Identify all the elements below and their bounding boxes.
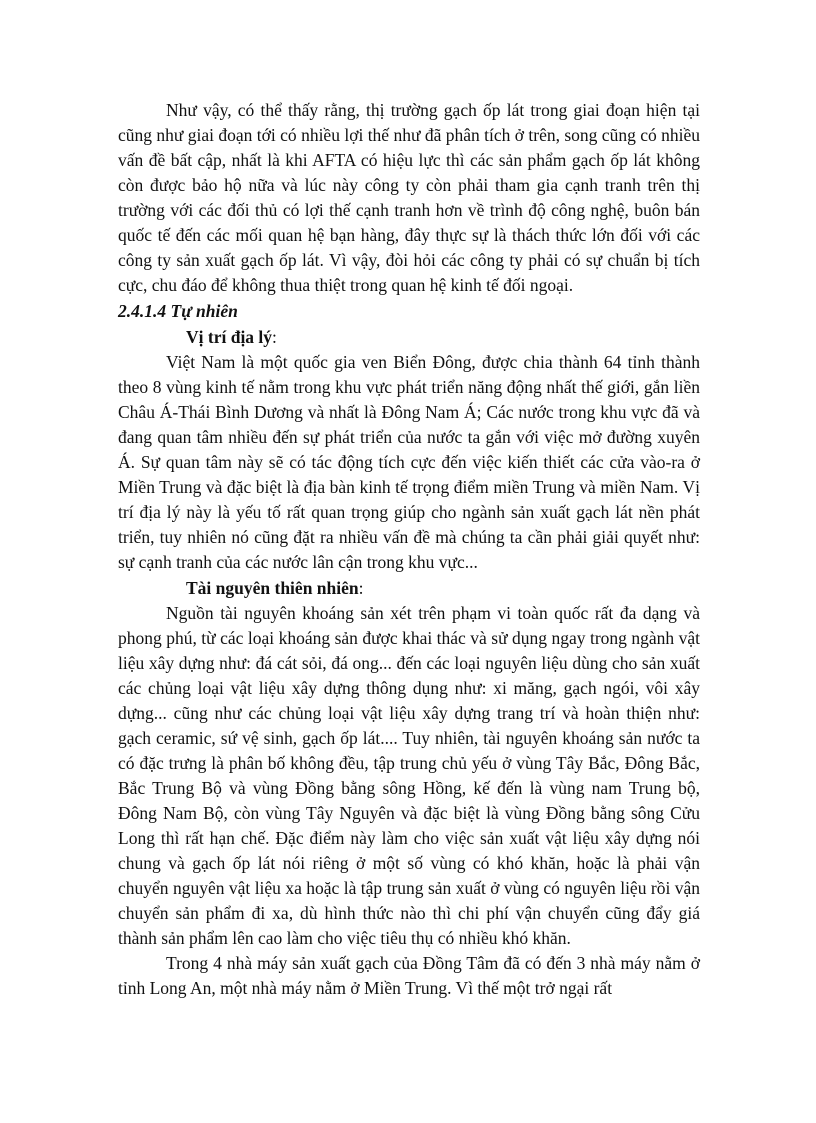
subheading-geographic-location-text: Vị trí địa lý <box>186 327 273 347</box>
document-body <box>118 98 700 1001</box>
subheading-geographic-location <box>118 324 700 350</box>
paragraph-geographic-location: Việt Nam là một quốc gia ven Biển Đông, được chia thành 64 tỉnh thành theo 8 vùng kinh tế nằm trong khu vực phát triển năng động nhất thế giới, gắn liền Châu Á-Thái Bình Dương và nhất là Đông Nam Á; Các nước trong khu vực đã và đang quan tâm nhiều đến sự phát triển của nước ta gắn với việc mở đường xuyên Á. Sự quan tâm này sẽ có tác động tích cực đến việc kiến thiết các cửa vào-ra ở Miền Trung và đặc biệt là địa bàn kinh tế trọng điểm miền Trung và miền Nam. Vị trí địa lý này là yếu tố rất quan trọng giúp cho ngành sản xuất gạch lát nền phát triển, tuy nhiên nó cũng đặt ra nhiều vấn đề mà chúng ta cần phải giải quyết như: sự cạnh tranh của các nước lân cận trong khu vực... <box>118 352 700 572</box>
paragraph-natural-resources: Nguồn tài nguyên khoáng sản xét trên phạm vi toàn quốc rất đa dạng và phong phú, từ các loại khoáng sản được khai thác và sử dụng ngay trong ngành vật liệu xây dựng như: đá cát sỏi, đá ong... đến các loại nguyên liệu dùng cho sản xuất các chủng loại vật liệu xây dựng thông dụng như: xi măng, gạch ngói, vôi xây dựng... cũng như các chủng loại vật liệu xây dựng trang trí và hoàn thiện như: gạch ceramic, sứ vệ sinh, gạch ốp lát.... Tuy nhiên, tài nguyên khoáng sản nước ta có đặc trưng là phân bố không đều, tập trung chủ yếu ở vùng Tây Bắc, Đông Bắc, Bắc Trung Bộ và vùng Đồng bằng sông Hồng, kế đến là vùng nam Trung bộ, Đông Nam Bộ, còn vùng Tây Nguyên và đặc biệt là vùng Đồng bằng sông Cửu Long thì rất hạn chế. Đặc điểm này làm cho việc sản xuất vật liệu xây dựng nói chung và gạch ốp lát nói riêng ở một số vùng có khó khăn, hoặc là phải vận chuyển nguyên vật liệu xa hoặc là tập trung sản xuất ở vùng có nguyên liệu rồi vận chuyển sản phẩm đi xa, dù hình thức nào thì chi phí vận chuyển cũng đẩy giá thành sản phẩm lên cao làm cho việc tiêu thụ có nhiều khó khăn. <box>118 603 700 948</box>
subheading-natural-resources <box>118 575 700 601</box>
subheading-natural-resources-text: Tài nguyên thiên nhiên <box>186 578 359 598</box>
subheading-geographic-location-colon: : <box>272 327 277 347</box>
section-heading-natural: 2.4.1.4 Tự nhiên <box>118 301 238 321</box>
paragraph-dong-tam-factories: Trong 4 nhà máy sản xuất gạch của Đồng Tâm đã có đến 3 nhà máy nằm ở tỉnh Long An, một nhà máy nằm ở Miền Trung. Vì thế một trở ngại rất <box>118 953 700 998</box>
subheading-natural-resources-colon: : <box>358 578 364 598</box>
paragraph-market-challenges: Như vậy, có thể thấy rằng, thị trường gạch ốp lát trong giai đoạn hiện tại cũng như giai đoạn tới có nhiều lợi thế như đã phân tích ở trên, song cũng có nhiều vấn đề bất cập, nhất là khi AFTA có hiệu lực thì các sản phẩm gạch ốp lát không còn được bảo hộ nữa và lúc này công ty còn phải tham gia cạnh tranh trên thị trường với các đối thủ có lợi thế cạnh tranh hơn về trình độ công nghệ, buôn bán quốc tế đến các mối quan hệ bạn hàng, đây thực sự là thách thức lớn đối với các công ty sản xuất gạch ốp lát. Vì vậy, đòi hỏi các công ty phải có sự chuẩn bị tích cực, chu đáo để không thua thiệt trong quan hệ kinh tế đối ngoại. <box>118 100 700 295</box>
